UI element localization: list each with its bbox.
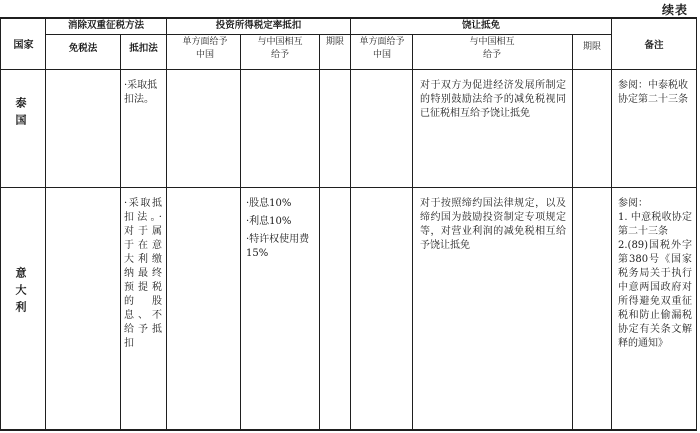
header-ts-term: 期限 [582, 42, 601, 52]
header-credit-method: 抵扣法 [129, 43, 158, 54]
italy-remarks-line-2: 1. 中意税收协定第二十三条 [618, 212, 692, 237]
continued-label: 续表 [661, 3, 688, 17]
header-remarks: 备注 [644, 40, 664, 51]
header-investment-credit: 投资所得税定率抵扣 [215, 20, 302, 31]
italy-remarks [618, 197, 692, 351]
header-ts-unilateral: 单方面给予中国 [359, 37, 405, 60]
header-country: 国家 [13, 40, 34, 51]
thailand-tax-sparing-mutual: 对于双方为促进经济发展所制定的特别鼓励法给予的减免税视同已征税相互给予饶让抵免 [420, 80, 566, 119]
thailand-credit-method: ·采取抵扣法。 [124, 80, 158, 105]
thailand-remarks: 参阅：中泰税收协定第二十三条 [618, 80, 688, 105]
italy-investment-mutual [246, 197, 314, 261]
header-double-tax: 消除双重征税方法 [67, 20, 144, 31]
header-ts-mutual: 与中国相互给予 [469, 37, 515, 60]
italy-credit-method: ·采取抵扣法。·对于属于在意大利缴纳最终预提税的股息、不给予抵扣 [124, 198, 162, 349]
italy-royalty-rate: ·特许权使用费15% [246, 234, 310, 259]
tax-treaty-table [0, 17, 697, 431]
italy-remarks-line-3: 2.(89)国税外字第380号《国家税务局关于执行中意两国政府对所得避免双重征税和防止偷漏税协定有关条文解释的通知》 [618, 240, 692, 349]
header-inv-mutual: 与中国相互给予 [257, 37, 303, 60]
italy-remarks-line-1: 参阅： [618, 198, 648, 209]
header-inv-term: 期限 [326, 37, 345, 47]
italy-tax-sparing-mutual: 对于按照缔约国法律规定，以及缔约国为鼓励投资制定专项规定等，对营业利润的减免税相互给予饶让抵免 [420, 198, 566, 251]
country-italy: 意大利 [14, 267, 27, 318]
country-thailand: 泰国 [14, 97, 27, 131]
header-exemption-method: 免税法 [68, 43, 98, 54]
italy-interest-rate: ·利息10% [246, 216, 292, 227]
header-tax-sparing: 饶让抵免 [461, 20, 500, 31]
header-inv-unilateral: 单方面给予中国 [182, 37, 228, 60]
italy-dividend-rate: ·股息10% [246, 198, 292, 209]
